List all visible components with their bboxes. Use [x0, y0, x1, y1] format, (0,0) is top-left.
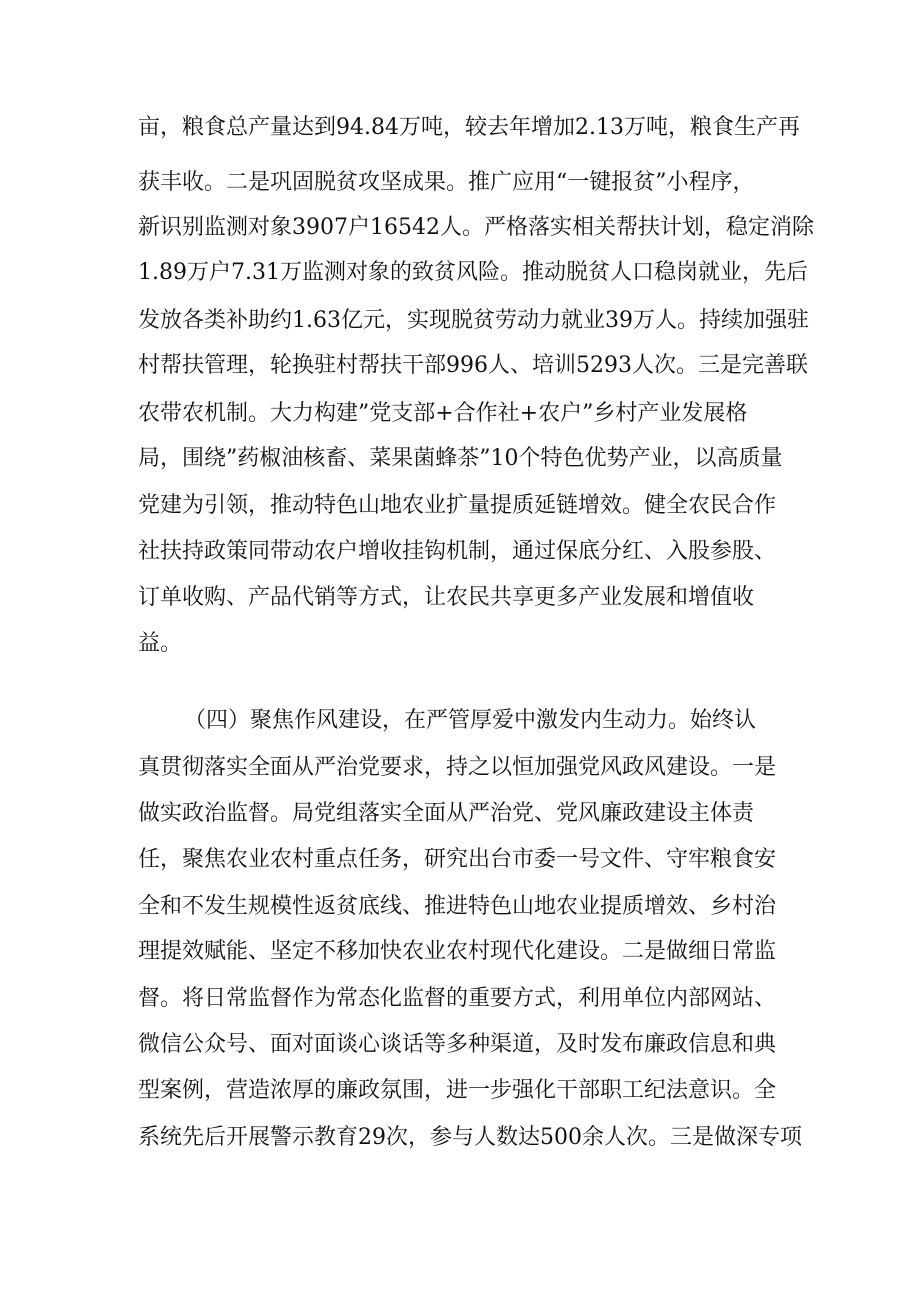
text-line: 微信公众号、面对面谈心谈话等多种渠道，及时发布廉政信息和典	[138, 1032, 777, 1057]
text-line: 做实政治监督。局党组落实全面从严治党、党风廉政建设主体责	[138, 801, 755, 826]
text-line: 益。	[138, 631, 183, 656]
text-line: 任，聚焦农业农村重点任务，研究出台市委一号文件、守牢粮食安	[138, 847, 777, 872]
text-line: 村帮扶管理，轮换驻村帮扶干部996人、培训5293人次。三是完善联	[138, 353, 808, 378]
text-line: 型案例，营造浓厚的廉政氛围，进一步强化干部职工纪法意识。全	[138, 1078, 777, 1103]
text-line: 农带农机制。大力构建”党支部+合作社+农户”乡村产业发展格	[138, 401, 748, 426]
text-line: 局，围绕”药椒油核畜、菜果菌蜂茶”10个特色优势产业，以高质量	[138, 446, 783, 471]
section-heading-line: （四）聚焦作风建设，在严管厚爱中激发内生动力。始终认	[184, 708, 757, 733]
text-line: 获丰收。二是巩固脱贫攻坚成果。推广应用“一键报贫”小程序，	[138, 170, 755, 195]
text-line: 新识别监测对象3907户16542人。严格落实相关帮扶计划，稳定消除	[138, 215, 814, 240]
text-line: 理提效赋能、坚定不移加快农业农村现代化建设。二是做细日常监	[138, 939, 777, 964]
text-line: 亩，粮食总产量达到94.84万吨，较去年增加2.13万吨，粮食生产再	[138, 115, 800, 140]
text-line: 发放各类补助约1.63亿元，实现脱贫劳动力就业39万人。持续加强驻	[138, 308, 809, 333]
text-line: 订单收购、产品代销等方式，让农民共享更多产业发展和增值收	[138, 585, 755, 610]
text-line: 真贯彻落实全面从严治党要求，持之以恒加强党风政风建设。一是	[138, 755, 777, 780]
text-line: 系统先后开展警示教育29次，参与人数达500余人次。三是做深专项	[138, 1125, 802, 1150]
text-line: 1.89万户7.31万监测对象的致贫风险。推动脱贫人口稳岗就业，先后	[138, 260, 808, 285]
text-line: 督。将日常监督作为常态化监督的重要方式，利用单位内部网站、	[138, 986, 777, 1011]
text-line: 党建为引领，推动特色山地农业扩量提质延链增效。健全农民合作	[138, 493, 777, 518]
text-line: 社扶持政策同带动农户增收挂钩机制，通过保底分红、入股参股、	[138, 539, 777, 564]
text-line: 全和不发生规模性返贫底线、推进特色山地农业提质增效、乡村治	[138, 894, 777, 919]
